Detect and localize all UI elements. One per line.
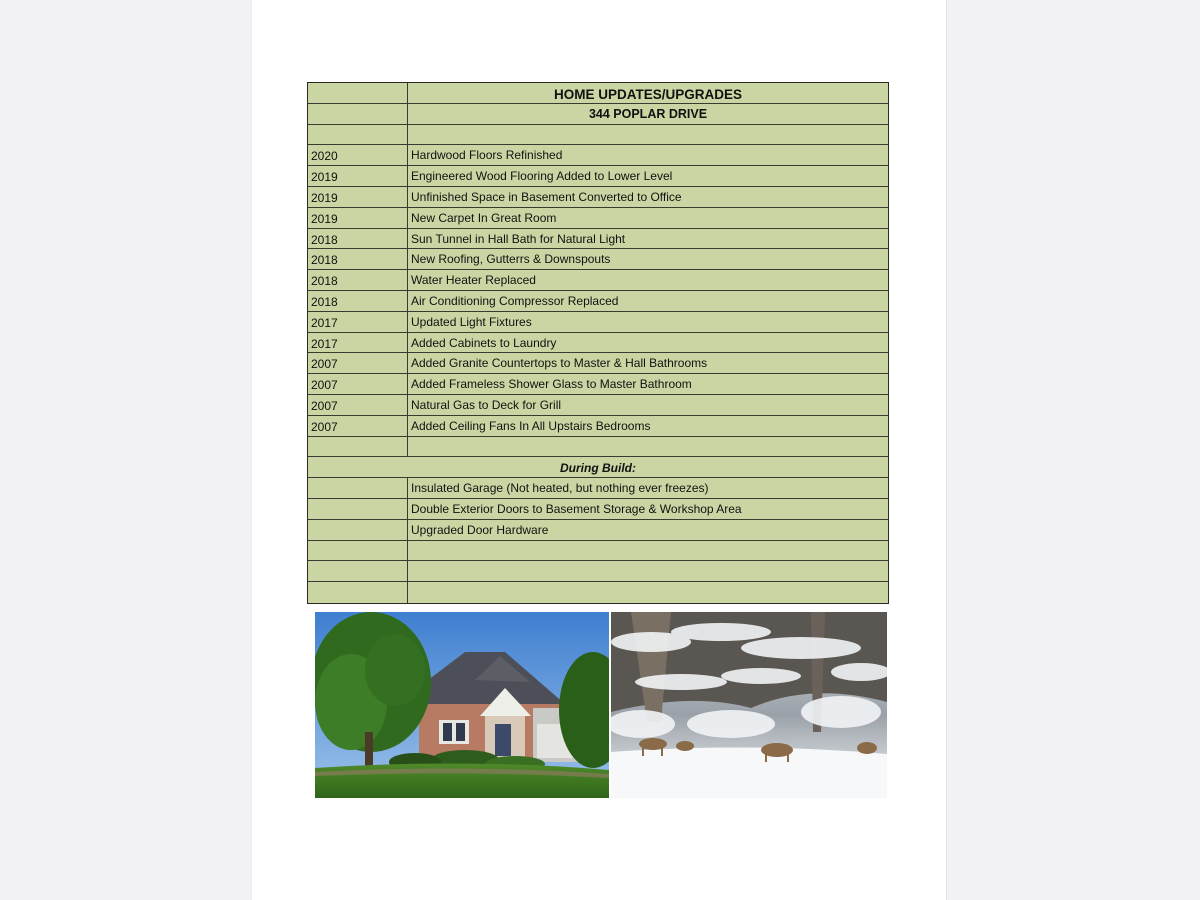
item-cell: Sun Tunnel in Hall Bath for Natural Light [411, 231, 626, 246]
item-cell: Added Cabinets to Laundry [411, 335, 557, 350]
during-build-header-row [308, 457, 888, 478]
item-cell: Insulated Garage (Not heated, but nothing ever freezes) [411, 481, 709, 496]
year-cell: 2018 [308, 291, 408, 311]
winter-deer-photo [611, 612, 887, 798]
item-cell: Engineered Wood Flooring Added to Lower Level [411, 169, 673, 184]
item-cell: Air Conditioning Compressor Replaced [411, 293, 619, 308]
year-cell: 2007 [308, 395, 408, 415]
table-subtitle-row [308, 104, 888, 125]
year-cell: 2017 [308, 333, 408, 353]
year-cell: 2018 [308, 229, 408, 249]
house-exterior-photo [315, 612, 609, 798]
table-row [308, 499, 888, 520]
table-row [308, 249, 888, 270]
year-cell: 2017 [308, 312, 408, 332]
year-cell: 2018 [308, 249, 408, 269]
table-subtitle: 344 POPLAR DRIVE [588, 106, 708, 121]
year-cell: 2007 [308, 416, 408, 436]
item-cell: Updated Light Fixtures [411, 314, 532, 329]
year-cell: 2007 [308, 374, 408, 394]
table-row [308, 187, 888, 208]
item-cell: New Carpet In Great Room [411, 210, 557, 225]
table-row [308, 208, 888, 229]
blank-row [308, 437, 888, 458]
item-cell: Water Heater Replaced [411, 273, 536, 288]
item-cell: New Roofing, Gutterrs & Downspouts [411, 252, 611, 267]
year-cell: 2019 [308, 187, 408, 207]
item-cell: Added Ceiling Fans In All Upstairs Bedrooms [411, 418, 651, 433]
table-row [308, 520, 888, 541]
table-row [308, 395, 888, 416]
table-row [308, 229, 888, 250]
table-title-row [308, 83, 888, 104]
table-row [308, 145, 888, 166]
updates-table [307, 82, 889, 604]
year-cell: 2007 [308, 353, 408, 373]
year-cell: 2019 [308, 208, 408, 228]
blank-row [308, 541, 888, 562]
item-cell: Added Frameless Shower Glass to Master Bathroom [411, 377, 692, 392]
table-row [308, 478, 888, 499]
table-row [308, 333, 888, 354]
blank-row [308, 125, 888, 146]
year-cell: 2018 [308, 270, 408, 290]
item-cell: Double Exterior Doors to Basement Storage & Workshop Area [411, 501, 742, 516]
photo-strip [315, 612, 887, 798]
table-row [308, 374, 888, 395]
item-cell: Unfinished Space in Basement Converted to Office [411, 189, 682, 204]
item-cell: Hardwood Floors Refinished [411, 148, 563, 163]
blank-row [308, 561, 888, 582]
table-row [308, 291, 888, 312]
table-row [308, 166, 888, 187]
item-cell: Natural Gas to Deck for Grill [411, 397, 562, 412]
table-row [308, 312, 888, 333]
table-row [308, 416, 888, 437]
item-cell: Added Granite Countertops to Master & Hall Bathrooms [411, 356, 708, 371]
year-cell: 2019 [308, 166, 408, 186]
table-title: HOME UPDATES/UPGRADES [553, 87, 743, 102]
year-cell: 2020 [308, 145, 408, 165]
blank-row [308, 582, 888, 603]
table-row [308, 353, 888, 374]
table-row [308, 270, 888, 291]
item-cell: Upgraded Door Hardware [411, 522, 549, 537]
during-build-label: During Build: [560, 461, 636, 476]
